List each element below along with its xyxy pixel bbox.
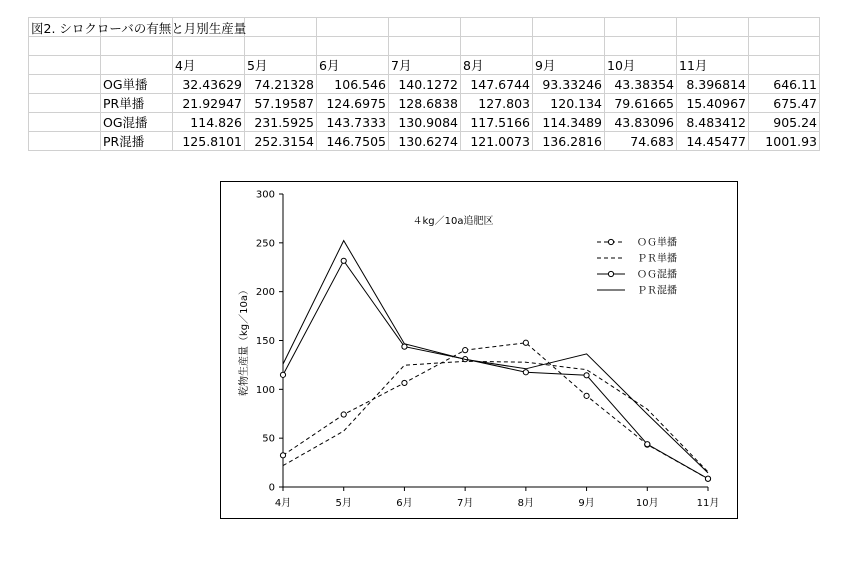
value-cell[interactable]: 79.61665 [605,94,677,113]
sheet-cell[interactable] [173,37,245,56]
sheet-cell[interactable] [389,18,461,37]
value-cell[interactable]: 114.826 [173,113,245,132]
y-tick-label: 150 [255,336,275,347]
value-cell[interactable]: 124.6975 [317,94,389,113]
sheet-cell[interactable] [605,18,677,37]
value-cell[interactable]: 117.5166 [461,113,533,132]
y-tick-label: 200 [255,287,275,299]
sheet-cell[interactable] [29,94,101,113]
row-label-cell[interactable]: OG単播 [101,75,173,94]
month-header-cell[interactable]: 10月 [605,56,677,75]
value-cell[interactable]: 93.33246 [533,75,605,94]
sheet-cell[interactable] [533,18,605,37]
y-tick-label: 50 [262,433,275,445]
value-cell[interactable]: 8.396814 [677,75,749,94]
month-header-cell[interactable]: 6月 [317,56,389,75]
value-cell[interactable]: 143.7333 [317,113,389,132]
data-point [402,344,407,349]
header-row [29,56,820,75]
line-chart [221,182,737,518]
sheet-cell[interactable] [749,18,820,37]
value-cell[interactable]: 32.43629 [173,75,245,94]
total-cell[interactable]: 905.24 [749,113,820,132]
sheet-cell[interactable] [101,37,173,56]
sheet-cell[interactable] [677,37,749,56]
month-header-cell[interactable]: 11月 [677,56,749,75]
value-cell[interactable]: 57.19587 [245,94,317,113]
month-header-cell[interactable]: 8月 [461,56,533,75]
value-cell[interactable]: 15.40967 [677,94,749,113]
y-axis-label: 乾物生産量（kg／10a） [239,285,250,396]
table-row [29,94,820,113]
row-label-cell[interactable]: PR単播 [101,94,173,113]
data-point [705,476,710,481]
value-cell[interactable]: 106.546 [317,75,389,94]
value-cell[interactable]: 74.683 [605,132,677,151]
chart-annotation: ４kg／10a追肥区 [412,216,494,227]
data-point [523,340,528,345]
data-point [584,393,589,398]
sheet-cell[interactable] [245,18,317,37]
empty-row [29,37,820,56]
row-label-cell[interactable]: OG混播 [101,113,173,132]
series-line-1 [283,361,708,472]
data-point [523,370,528,375]
total-cell[interactable]: 646.11 [749,75,820,94]
sheet-cell[interactable] [317,37,389,56]
data-point [280,453,285,458]
sheet-cell[interactable] [29,56,101,75]
x-tick-label: 4月 [274,498,292,509]
legend-label: ＯＧ混播 [637,269,677,281]
total-cell[interactable]: 1001.93 [749,132,820,151]
y-tick-label: 100 [255,384,275,396]
sheet-cell[interactable] [29,75,101,94]
data-point [402,380,407,385]
sheet-cell[interactable] [749,56,820,75]
value-cell[interactable]: 121.0073 [461,132,533,151]
legend-label: ＰＲ単播 [637,253,677,265]
sheet-cell[interactable] [245,37,317,56]
month-header-cell[interactable]: 4月 [173,56,245,75]
value-cell[interactable]: 74.21328 [245,75,317,94]
data-point [584,373,589,378]
x-tick-label: 6月 [396,498,413,509]
data-point [341,412,346,417]
value-cell[interactable]: 114.3489 [533,113,605,132]
legend-label: ＯＧ単播 [637,237,677,249]
data-point [645,442,650,447]
table-row [29,132,820,151]
x-tick-label: 8月 [517,498,535,509]
value-cell[interactable]: 128.6838 [389,94,461,113]
data-point [341,258,346,263]
data-point [280,372,285,377]
row-label-cell[interactable]: PR混播 [101,132,173,151]
value-cell[interactable]: 14.45477 [677,132,749,151]
table-row [29,113,820,132]
value-cell[interactable]: 231.5925 [245,113,317,132]
value-cell[interactable]: 140.1272 [389,75,461,94]
x-tick-label: 7月 [456,498,474,509]
value-cell[interactable]: 120.134 [533,94,605,113]
sheet-cell[interactable] [533,37,605,56]
value-cell[interactable]: 252.3154 [245,132,317,151]
value-cell[interactable]: 130.6274 [389,132,461,151]
sheet-title-cell[interactable] [29,18,247,37]
sheet-cell[interactable] [101,56,173,75]
x-tick-label: 11月 [696,498,720,509]
value-cell[interactable]: 43.38354 [605,75,677,94]
sheet-cell[interactable] [29,113,101,132]
sheet-cell[interactable] [461,18,533,37]
sheet-cell[interactable] [29,132,101,151]
x-tick-label: 5月 [335,498,352,509]
title-row [29,18,820,37]
value-cell[interactable]: 146.7505 [317,132,389,151]
sheet-cell[interactable] [389,37,461,56]
sheet-title: 図2. シロクローバの有無と月別生産量 [31,21,247,36]
value-cell[interactable]: 8.483412 [677,113,749,132]
data-sheet [28,17,820,151]
legend-label: ＰＲ混播 [637,285,677,297]
sheet-cell[interactable] [29,37,101,56]
x-tick-label: 9月 [578,498,595,509]
value-cell[interactable]: 125.8101 [173,132,245,151]
month-header-cell[interactable]: 7月 [389,56,461,75]
value-cell[interactable]: 127.803 [461,94,533,113]
month-header-cell[interactable]: 9月 [533,56,605,75]
total-cell[interactable]: 675.47 [749,94,820,113]
sheet-cell[interactable] [605,37,677,56]
chart-frame [220,181,738,519]
sheet-cell[interactable] [749,37,820,56]
value-cell[interactable]: 136.2816 [533,132,605,151]
value-cell[interactable]: 147.6744 [461,75,533,94]
value-cell[interactable]: 21.92947 [173,94,245,113]
x-tick-label: 10月 [635,498,659,509]
y-tick-label: 0 [268,482,275,494]
sheet-cell[interactable] [677,18,749,37]
month-header-cell[interactable]: 5月 [245,56,317,75]
data-point [463,348,468,353]
y-tick-label: 300 [255,189,275,201]
legend-marker [608,239,613,244]
legend-marker [608,271,613,276]
sheet-cell[interactable] [461,37,533,56]
table-row [29,75,820,94]
sheet-cell[interactable] [317,18,389,37]
y-tick-label: 250 [255,238,275,250]
value-cell[interactable]: 43.83096 [605,113,677,132]
value-cell[interactable]: 130.9084 [389,113,461,132]
